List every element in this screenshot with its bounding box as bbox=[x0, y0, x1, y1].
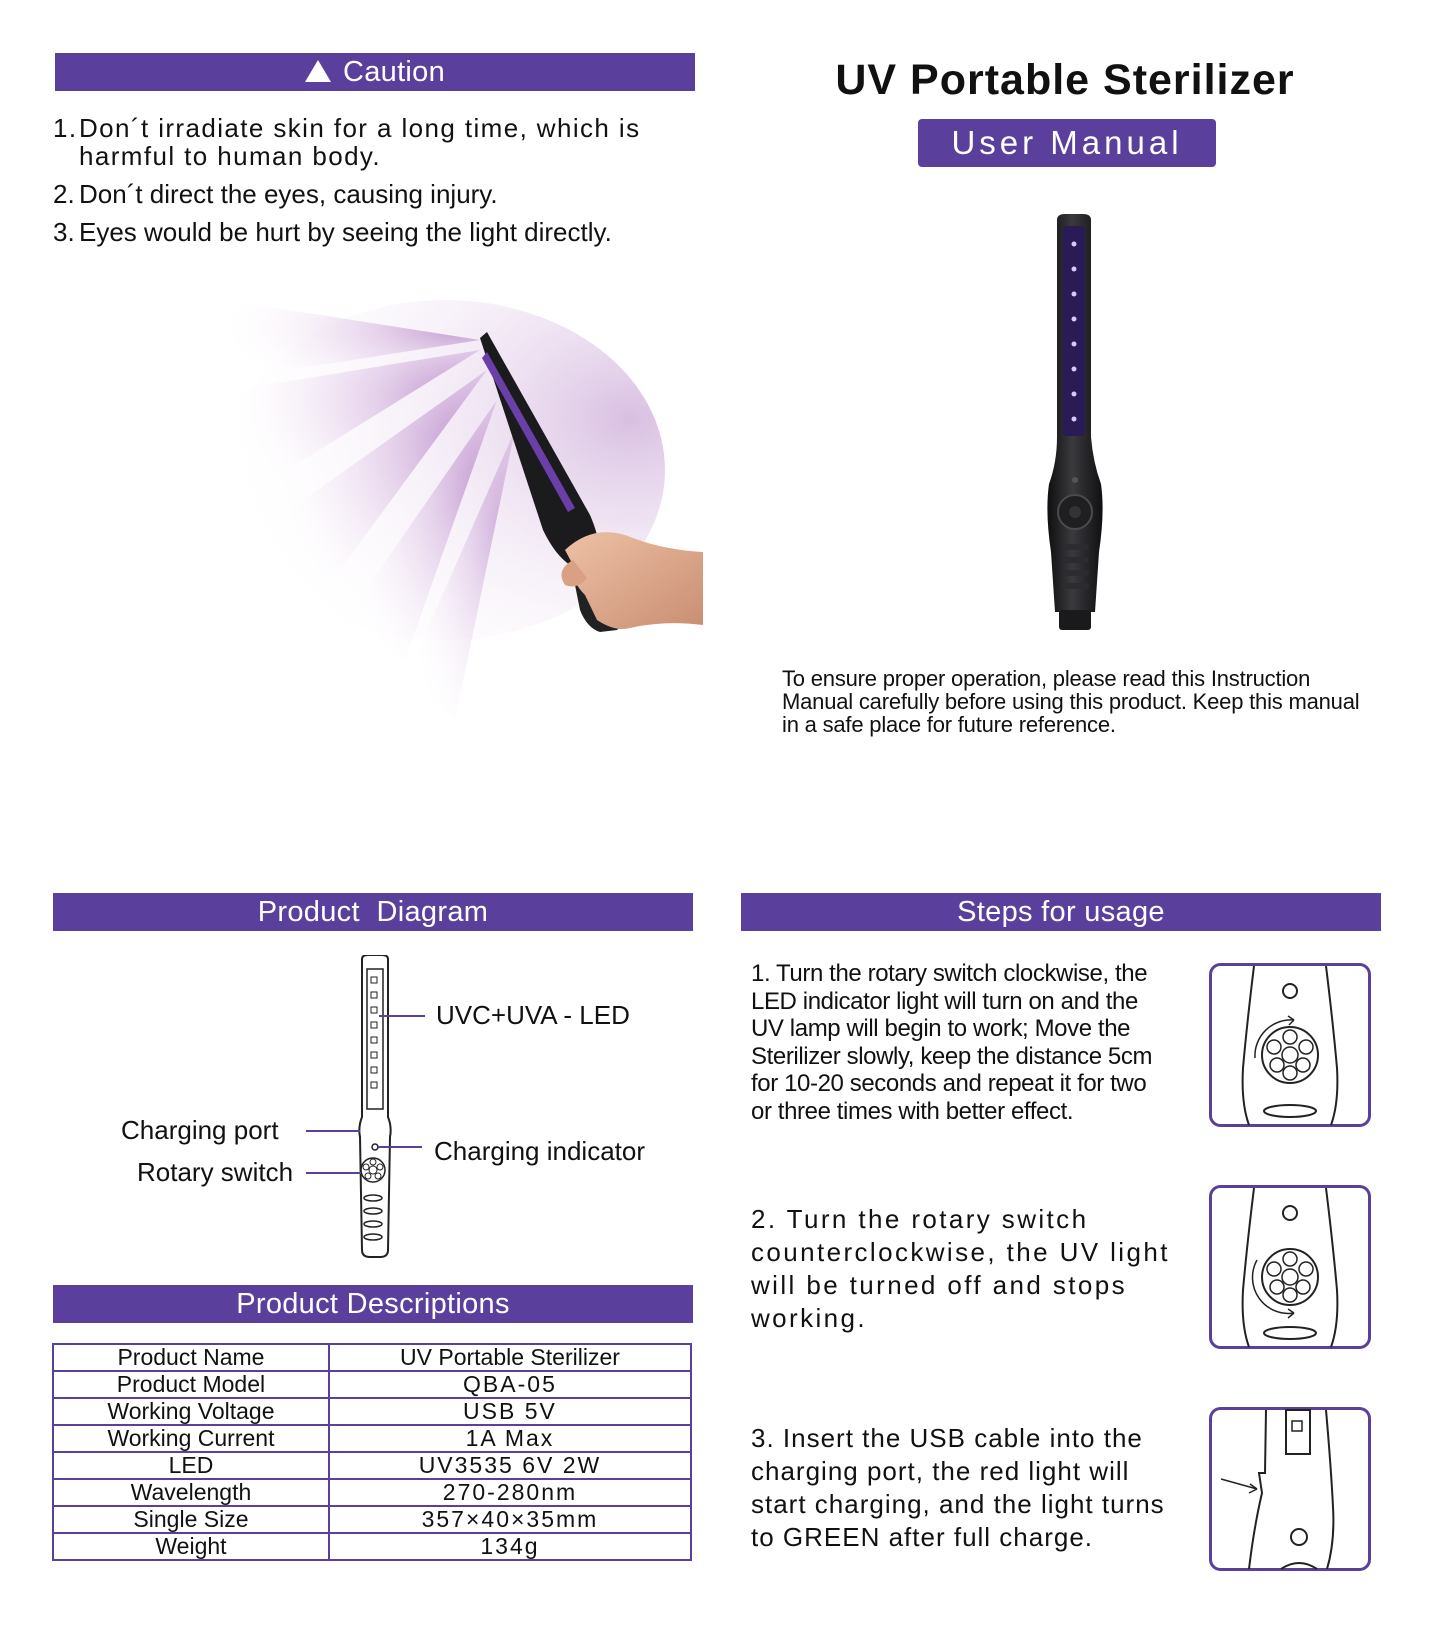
steps-header-label: Steps for usage bbox=[957, 895, 1165, 928]
product-diagram-drawing bbox=[300, 955, 440, 1265]
specs-table bbox=[52, 1343, 692, 1561]
caution-item bbox=[53, 114, 693, 170]
product-diagram-header-label: Product Diagram bbox=[257, 895, 489, 928]
intro-paragraph: To ensure proper operation, please read this Instruction Manual carefully before using this product. Keep this manual in a safe place for future reference. bbox=[782, 666, 1360, 737]
caution-header-label: Caution bbox=[342, 55, 446, 88]
spec-value: QBA-05 bbox=[329, 1371, 691, 1398]
caution-item-number: 2. bbox=[53, 179, 75, 209]
product-descriptions-header-label: Product Descriptions bbox=[236, 1287, 510, 1320]
step-1-figure bbox=[1209, 963, 1371, 1127]
spec-value: USB 5V bbox=[329, 1398, 691, 1425]
step-2-figure bbox=[1209, 1185, 1371, 1349]
spec-name: LED bbox=[53, 1452, 329, 1479]
spec-name: Weight bbox=[53, 1533, 329, 1560]
spec-value: 134g bbox=[329, 1533, 691, 1560]
table-row bbox=[53, 1371, 691, 1398]
table-row bbox=[53, 1344, 691, 1371]
spec-name: Single Size bbox=[53, 1506, 329, 1533]
sterilizer-product-photo bbox=[1035, 212, 1115, 637]
table-row bbox=[53, 1425, 691, 1452]
table-row bbox=[53, 1398, 691, 1425]
product-diagram-header bbox=[53, 893, 693, 931]
warning-triangle-icon bbox=[305, 60, 331, 82]
steps-header bbox=[741, 893, 1381, 931]
step-1-text: 1. Turn the rotary switch clockwise, the LED indicator light will turn on and the UV lamp will begin to work; Move the Sterilizer slowly, keep the distance 5cm for 10-20 seconds and repeat it for two or three times with better effect. bbox=[751, 960, 1153, 1125]
charging-port-label: Charging port bbox=[121, 1115, 279, 1145]
spec-name: Product Model bbox=[53, 1371, 329, 1398]
caution-item-text: Eyes would be hurt by seeing the light directly. bbox=[79, 217, 612, 247]
user-manual-badge: User Manual bbox=[918, 119, 1216, 167]
spec-value: 357×40×35mm bbox=[329, 1506, 691, 1533]
caution-item-text: Don´t irradiate skin for a long time, which is harmful to human body. bbox=[79, 113, 641, 171]
charging-indicator-label: Charging indicator bbox=[434, 1136, 646, 1166]
spec-name: Wavelength bbox=[53, 1479, 329, 1506]
spec-name: Working Voltage bbox=[53, 1398, 329, 1425]
caution-header bbox=[55, 53, 695, 91]
step-3-text: 3. Insert the USB cable into the charging port, the red light will start charging, and the light turns to GREEN after full charge. bbox=[751, 1423, 1165, 1552]
table-row bbox=[53, 1452, 691, 1479]
product-descriptions-header bbox=[53, 1285, 693, 1323]
table-row bbox=[53, 1533, 691, 1560]
caution-item-text: Don´t direct the eyes, causing injury. bbox=[79, 179, 498, 209]
caution-item bbox=[53, 180, 693, 208]
table-row bbox=[53, 1506, 691, 1533]
spec-name: Product Name bbox=[53, 1344, 329, 1371]
spec-value: UV Portable Sterilizer bbox=[329, 1344, 691, 1371]
led-label: UVC+UVA - LED bbox=[436, 1000, 630, 1030]
spec-value: 270-280nm bbox=[329, 1479, 691, 1506]
step-2-text: 2. Turn the rotary switch counterclockwise, the UV light will be turned off and stops working. bbox=[751, 1204, 1170, 1333]
step-3-figure bbox=[1209, 1407, 1371, 1571]
product-title: UV Portable Sterilizer bbox=[835, 56, 1295, 104]
spec-value: UV3535 6V 2W bbox=[329, 1452, 691, 1479]
spec-name: Working Current bbox=[53, 1425, 329, 1452]
sterilizer-in-hand-illustration bbox=[225, 260, 725, 750]
spec-value: 1A Max bbox=[329, 1425, 691, 1452]
caution-list bbox=[53, 114, 693, 256]
rotary-switch-label: Rotary switch bbox=[137, 1157, 294, 1187]
table-row bbox=[53, 1479, 691, 1506]
caution-item-number: 3. bbox=[53, 217, 75, 247]
caution-item bbox=[53, 218, 693, 246]
caution-item-number: 1. bbox=[53, 113, 78, 143]
